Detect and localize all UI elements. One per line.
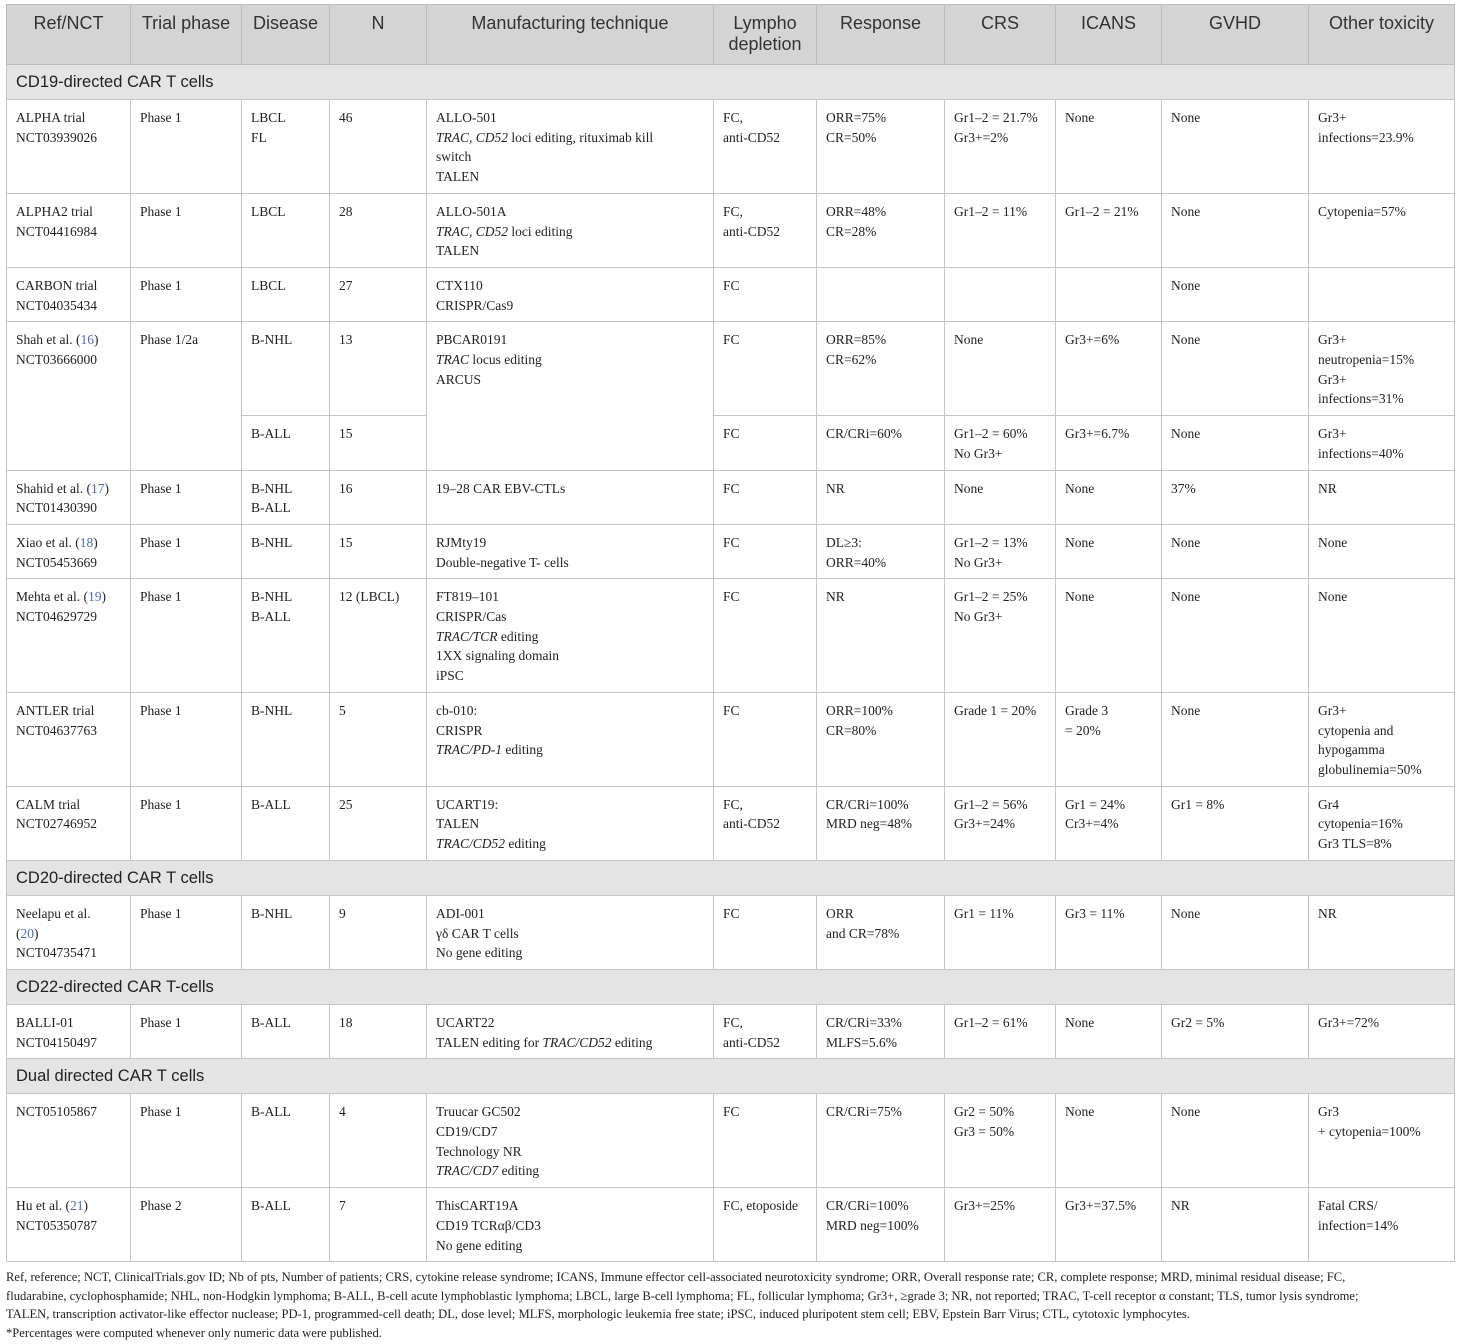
cell-icans: Gr3+=6.7% bbox=[1056, 416, 1162, 470]
cell-technique: cb-010: CRISPR TRAC/PD-1 editing bbox=[427, 692, 714, 786]
section-row-cd22 bbox=[7, 969, 1455, 1004]
cell-lympho: FC bbox=[714, 524, 817, 578]
cell-icans: Grade 3 = 20% bbox=[1056, 692, 1162, 786]
table-row bbox=[7, 692, 1455, 786]
footnote-line: Ref, reference; NCT, ClinicalTrials.gov ID; Nb of pts, Number of patients; CRS, cytokine release syndrome; ICANS, Immune effector cell-associated neurotoxicity syndrome; ORR, Overall response rate; CR, complete response; MRD, minimal residual disease; FC, bbox=[6, 1270, 1346, 1284]
cell-response: DL≥3: ORR=40% bbox=[817, 524, 945, 578]
cell-n: 16 bbox=[330, 470, 427, 524]
cell-gvhd: None bbox=[1162, 267, 1309, 321]
cell-phase: Phase 1/2a bbox=[131, 322, 242, 470]
cell-crs: Gr1–2 = 25% No Gr3+ bbox=[945, 579, 1056, 693]
cell-response bbox=[817, 267, 945, 321]
cell-response: CR/CRi=33% MLFS=5.6% bbox=[817, 1004, 945, 1058]
cell-response: CR/CRi=60% bbox=[817, 416, 945, 470]
cell-gvhd: None bbox=[1162, 100, 1309, 194]
col-header-gvhd: GVHD bbox=[1162, 5, 1309, 65]
cell-ref: Xiao et al. (18) NCT05453669 bbox=[7, 524, 131, 578]
cell-icans: None bbox=[1056, 1094, 1162, 1188]
cell-disease: B-ALL bbox=[242, 1094, 330, 1188]
cell-crs: Gr1–2 = 21.7% Gr3+=2% bbox=[945, 100, 1056, 194]
cell-n: 9 bbox=[330, 895, 427, 969]
cell-lympho: FC, anti-CD52 bbox=[714, 100, 817, 194]
cell-gvhd: None bbox=[1162, 1094, 1309, 1188]
section-title: CD22-directed CAR T-cells bbox=[7, 969, 1455, 1004]
cell-gvhd: None bbox=[1162, 524, 1309, 578]
cell-ref: Mehta et al. (19) NCT04629729 bbox=[7, 579, 131, 693]
citation-link[interactable]: 21 bbox=[69, 1198, 84, 1214]
cell-lympho: FC bbox=[714, 692, 817, 786]
col-header-icans: ICANS bbox=[1056, 5, 1162, 65]
section-row-cd20 bbox=[7, 860, 1455, 895]
cell-n: 18 bbox=[330, 1004, 427, 1058]
citation-link[interactable]: 16 bbox=[80, 332, 94, 348]
cell-crs: Gr1–2 = 56% Gr3+=24% bbox=[945, 786, 1056, 860]
cell-lympho: FC, anti-CD52 bbox=[714, 786, 817, 860]
cell-icans: Gr1–2 = 21% bbox=[1056, 193, 1162, 267]
table-row bbox=[7, 1188, 1455, 1262]
cell-icans: Gr3 = 11% bbox=[1056, 895, 1162, 969]
cell-ref: ALPHA2 trial NCT04416984 bbox=[7, 193, 131, 267]
cell-disease: LBCL bbox=[242, 267, 330, 321]
cell-ref: CARBON trial NCT04035434 bbox=[7, 267, 131, 321]
col-header-disease: Disease bbox=[242, 5, 330, 65]
cell-technique: ADI-001 γδ CAR T cells No gene editing bbox=[427, 895, 714, 969]
cell-response: ORR=85% CR=62% bbox=[817, 322, 945, 416]
cell-lympho: FC, anti-CD52 bbox=[714, 193, 817, 267]
cell-disease: B-NHL bbox=[242, 895, 330, 969]
section-row-dual bbox=[7, 1059, 1455, 1094]
cell-disease: B-ALL bbox=[242, 1188, 330, 1262]
cell-n: 27 bbox=[330, 267, 427, 321]
car-t-trials-table bbox=[6, 4, 1455, 1262]
cell-icans: None bbox=[1056, 100, 1162, 194]
cell-toxicity bbox=[1309, 267, 1455, 321]
cell-technique: ALLO-501 TRAC, CD52 loci editing, rituximab kill switch TALEN bbox=[427, 100, 714, 194]
cell-response: NR bbox=[817, 470, 945, 524]
cell-phase: Phase 1 bbox=[131, 193, 242, 267]
cell-n: 13 bbox=[330, 322, 427, 416]
footnote-line: fludarabine, cyclophosphamide; NHL, non-Hodgkin lymphoma; B-ALL, B-cell acute lymphoblastic lymphoma; LBCL, large B-cell lymphoma; FL, follicular lymphoma; Gr3+, ≥grade 3; NR, not reported; TRAC, T-cell receptor α constant; TLS, tumor lysis syndrome; bbox=[6, 1288, 1359, 1303]
cell-toxicity: Gr3+=72% bbox=[1309, 1004, 1455, 1058]
cell-ref: CALM trial NCT02746952 bbox=[7, 786, 131, 860]
cell-disease: B-NHL bbox=[242, 524, 330, 578]
cell-response: ORR=75% CR=50% bbox=[817, 100, 945, 194]
cell-n: 15 bbox=[330, 416, 427, 470]
cell-toxicity: NR bbox=[1309, 470, 1455, 524]
section-row-cd19 bbox=[7, 65, 1455, 100]
cell-toxicity: Gr3 + cytopenia=100% bbox=[1309, 1094, 1455, 1188]
cell-toxicity: Gr3+ infections=40% bbox=[1309, 416, 1455, 470]
cell-phase: Phase 1 bbox=[131, 692, 242, 786]
cell-icans: None bbox=[1056, 579, 1162, 693]
cell-phase: Phase 1 bbox=[131, 267, 242, 321]
cell-ref: Neelapu et al. (20) NCT04735471 bbox=[7, 895, 131, 969]
cell-ref: Shahid et al. (17) NCT01430390 bbox=[7, 470, 131, 524]
cell-icans: None bbox=[1056, 524, 1162, 578]
cell-technique: Truucar GC502 CD19/CD7 Technology NR TRAC/CD7 editing bbox=[427, 1094, 714, 1188]
cell-icans: Gr1 = 24% Cr3+=4% bbox=[1056, 786, 1162, 860]
header-row bbox=[7, 5, 1455, 65]
cell-response: ORR and CR=78% bbox=[817, 895, 945, 969]
cell-lympho: FC, etoposide bbox=[714, 1188, 817, 1262]
cell-technique: ThisCART19A CD19 TCRαβ/CD3 No gene editing bbox=[427, 1188, 714, 1262]
cell-response: ORR=48% CR=28% bbox=[817, 193, 945, 267]
cell-gvhd: 37% bbox=[1162, 470, 1309, 524]
cell-gvhd: None bbox=[1162, 579, 1309, 693]
table-row bbox=[7, 267, 1455, 321]
cell-ref: ALPHA trial NCT03939026 bbox=[7, 100, 131, 194]
cell-lympho: FC bbox=[714, 579, 817, 693]
cell-toxicity: Gr3+ infections=23.9% bbox=[1309, 100, 1455, 194]
table-row bbox=[7, 193, 1455, 267]
cell-technique: PBCAR0191 TRAC locus editing ARCUS bbox=[427, 322, 714, 470]
cell-phase: Phase 2 bbox=[131, 1188, 242, 1262]
cell-technique: 19–28 CAR EBV-CTLs bbox=[427, 470, 714, 524]
cell-toxicity: Gr3+ cytopenia and hypogamma globulinemia=50% bbox=[1309, 692, 1455, 786]
cell-response: NR bbox=[817, 579, 945, 693]
cell-phase: Phase 1 bbox=[131, 1004, 242, 1058]
cell-gvhd: None bbox=[1162, 692, 1309, 786]
cell-ref: BALLI-01 NCT04150497 bbox=[7, 1004, 131, 1058]
cell-toxicity: None bbox=[1309, 524, 1455, 578]
footnote-line: *Percentages were computed whenever only numeric data were published. bbox=[6, 1325, 382, 1340]
cell-crs: Grade 1 = 20% bbox=[945, 692, 1056, 786]
cell-phase: Phase 1 bbox=[131, 786, 242, 860]
cell-gvhd: Gr2 = 5% bbox=[1162, 1004, 1309, 1058]
cell-n: 28 bbox=[330, 193, 427, 267]
cell-phase: Phase 1 bbox=[131, 1094, 242, 1188]
cell-gvhd: None bbox=[1162, 416, 1309, 470]
cell-n: 5 bbox=[330, 692, 427, 786]
table-row bbox=[7, 1004, 1455, 1058]
cell-gvhd: None bbox=[1162, 895, 1309, 969]
cell-lympho: FC, anti-CD52 bbox=[714, 1004, 817, 1058]
table-row bbox=[7, 579, 1455, 693]
cell-toxicity: Fatal CRS/ infection=14% bbox=[1309, 1188, 1455, 1262]
cell-toxicity: Cytopenia=57% bbox=[1309, 193, 1455, 267]
cell-crs: Gr1–2 = 61% bbox=[945, 1004, 1056, 1058]
cell-icans: None bbox=[1056, 470, 1162, 524]
cell-technique: RJMty19 Double-negative T- cells bbox=[427, 524, 714, 578]
table-row bbox=[7, 100, 1455, 194]
cell-n: 15 bbox=[330, 524, 427, 578]
cell-crs: Gr1–2 = 60% No Gr3+ bbox=[945, 416, 1056, 470]
section-title: CD19-directed CAR T cells bbox=[7, 65, 1455, 100]
cell-technique: UCART22 TALEN editing for TRAC/CD52 editing bbox=[427, 1004, 714, 1058]
cell-lympho: FC bbox=[714, 470, 817, 524]
cell-toxicity: NR bbox=[1309, 895, 1455, 969]
table-row bbox=[7, 524, 1455, 578]
citation-link[interactable]: 18 bbox=[79, 534, 94, 550]
citation-link[interactable]: 19 bbox=[87, 589, 102, 605]
table-footnote bbox=[6, 1268, 1454, 1342]
cell-crs: Gr3+=25% bbox=[945, 1188, 1056, 1262]
col-header-lympho: Lympho depletion bbox=[714, 5, 817, 65]
cell-lympho: FC bbox=[714, 322, 817, 416]
cell-phase: Phase 1 bbox=[131, 100, 242, 194]
cell-technique: ALLO-501A TRAC, CD52 loci editing TALEN bbox=[427, 193, 714, 267]
cell-gvhd: None bbox=[1162, 193, 1309, 267]
cell-lympho: FC bbox=[714, 267, 817, 321]
cell-technique: FT819–101 CRISPR/Cas TRAC/TCR editing 1XX signaling domain iPSC bbox=[427, 579, 714, 693]
footnote-line: TALEN, transcription activator-like effector nuclease; PD-1, programmed-cell death; DL, dose level; MLFS, morphologic leukemia free state; iPSC, induced pluripotent stem cell; EBV, Epstein Barr Virus; CTL, cytotoxic lymphocytes. bbox=[6, 1307, 1190, 1322]
cell-lympho: FC bbox=[714, 416, 817, 470]
cell-disease: B-NHL B-ALL bbox=[242, 470, 330, 524]
section-title: Dual directed CAR T cells bbox=[7, 1059, 1455, 1094]
col-header-crs: CRS bbox=[945, 5, 1056, 65]
cell-disease: B-ALL bbox=[242, 416, 330, 470]
cell-crs: Gr2 = 50% Gr3 = 50% bbox=[945, 1094, 1056, 1188]
table-row bbox=[7, 786, 1455, 860]
cell-n: 25 bbox=[330, 786, 427, 860]
cell-crs: Gr1–2 = 13% No Gr3+ bbox=[945, 524, 1056, 578]
cell-lympho: FC bbox=[714, 895, 817, 969]
table-row bbox=[7, 470, 1455, 524]
cell-phase: Phase 1 bbox=[131, 470, 242, 524]
cell-disease: B-ALL bbox=[242, 1004, 330, 1058]
section-title: CD20-directed CAR T cells bbox=[7, 860, 1455, 895]
col-header-ref: Ref/NCT bbox=[7, 5, 131, 65]
cell-icans: None bbox=[1056, 1004, 1162, 1058]
cell-disease: B-NHL B-ALL bbox=[242, 579, 330, 693]
cell-crs: Gr1 = 11% bbox=[945, 895, 1056, 969]
cell-lympho: FC bbox=[714, 1094, 817, 1188]
table-row bbox=[7, 1094, 1455, 1188]
cell-gvhd: Gr1 = 8% bbox=[1162, 786, 1309, 860]
cell-ref: Shah et al. (16) NCT03666000 bbox=[7, 322, 131, 470]
cell-gvhd: None bbox=[1162, 322, 1309, 416]
table-row bbox=[7, 322, 1455, 416]
cell-n: 7 bbox=[330, 1188, 427, 1262]
cell-icans: Gr3+=37.5% bbox=[1056, 1188, 1162, 1262]
cell-phase: Phase 1 bbox=[131, 579, 242, 693]
cell-disease: B-NHL bbox=[242, 692, 330, 786]
citation-link[interactable]: 17 bbox=[90, 480, 105, 496]
cell-phase: Phase 1 bbox=[131, 524, 242, 578]
cell-toxicity: Gr4 cytopenia=16% Gr3 TLS=8% bbox=[1309, 786, 1455, 860]
cell-crs: None bbox=[945, 470, 1056, 524]
col-header-response: Response bbox=[817, 5, 945, 65]
cell-disease: LBCL bbox=[242, 193, 330, 267]
cell-technique: CTX110 CRISPR/Cas9 bbox=[427, 267, 714, 321]
cell-response: CR/CRi=100% MRD neg=100% bbox=[817, 1188, 945, 1262]
cell-toxicity: None bbox=[1309, 579, 1455, 693]
cell-disease: LBCL FL bbox=[242, 100, 330, 194]
citation-link[interactable]: 20 bbox=[20, 925, 34, 941]
cell-toxicity: Gr3+ neutropenia=15% Gr3+ infections=31% bbox=[1309, 322, 1455, 416]
cell-disease: B-NHL bbox=[242, 322, 330, 416]
col-header-n: N bbox=[330, 5, 427, 65]
col-header-other-toxicity: Other toxicity bbox=[1309, 5, 1455, 65]
col-header-phase: Trial phase bbox=[131, 5, 242, 65]
cell-crs: None bbox=[945, 322, 1056, 416]
cell-n: 46 bbox=[330, 100, 427, 194]
cell-ref: Hu et al. (21) NCT05350787 bbox=[7, 1188, 131, 1262]
col-header-manufacturing: Manufacturing technique bbox=[427, 5, 714, 65]
cell-technique: UCART19: TALEN TRAC/CD52 editing bbox=[427, 786, 714, 860]
table-row bbox=[7, 895, 1455, 969]
cell-crs bbox=[945, 267, 1056, 321]
cell-n: 12 (LBCL) bbox=[330, 579, 427, 693]
cell-disease: B-ALL bbox=[242, 786, 330, 860]
cell-ref: ANTLER trial NCT04637763 bbox=[7, 692, 131, 786]
cell-phase: Phase 1 bbox=[131, 895, 242, 969]
cell-n: 4 bbox=[330, 1094, 427, 1188]
cell-response: CR/CRi=75% bbox=[817, 1094, 945, 1188]
cell-ref: NCT05105867 bbox=[7, 1094, 131, 1188]
cell-icans: Gr3+=6% bbox=[1056, 322, 1162, 416]
cell-response: ORR=100% CR=80% bbox=[817, 692, 945, 786]
cell-gvhd: NR bbox=[1162, 1188, 1309, 1262]
cell-icans bbox=[1056, 267, 1162, 321]
cell-response: CR/CRi=100% MRD neg=48% bbox=[817, 786, 945, 860]
cell-crs: Gr1–2 = 11% bbox=[945, 193, 1056, 267]
